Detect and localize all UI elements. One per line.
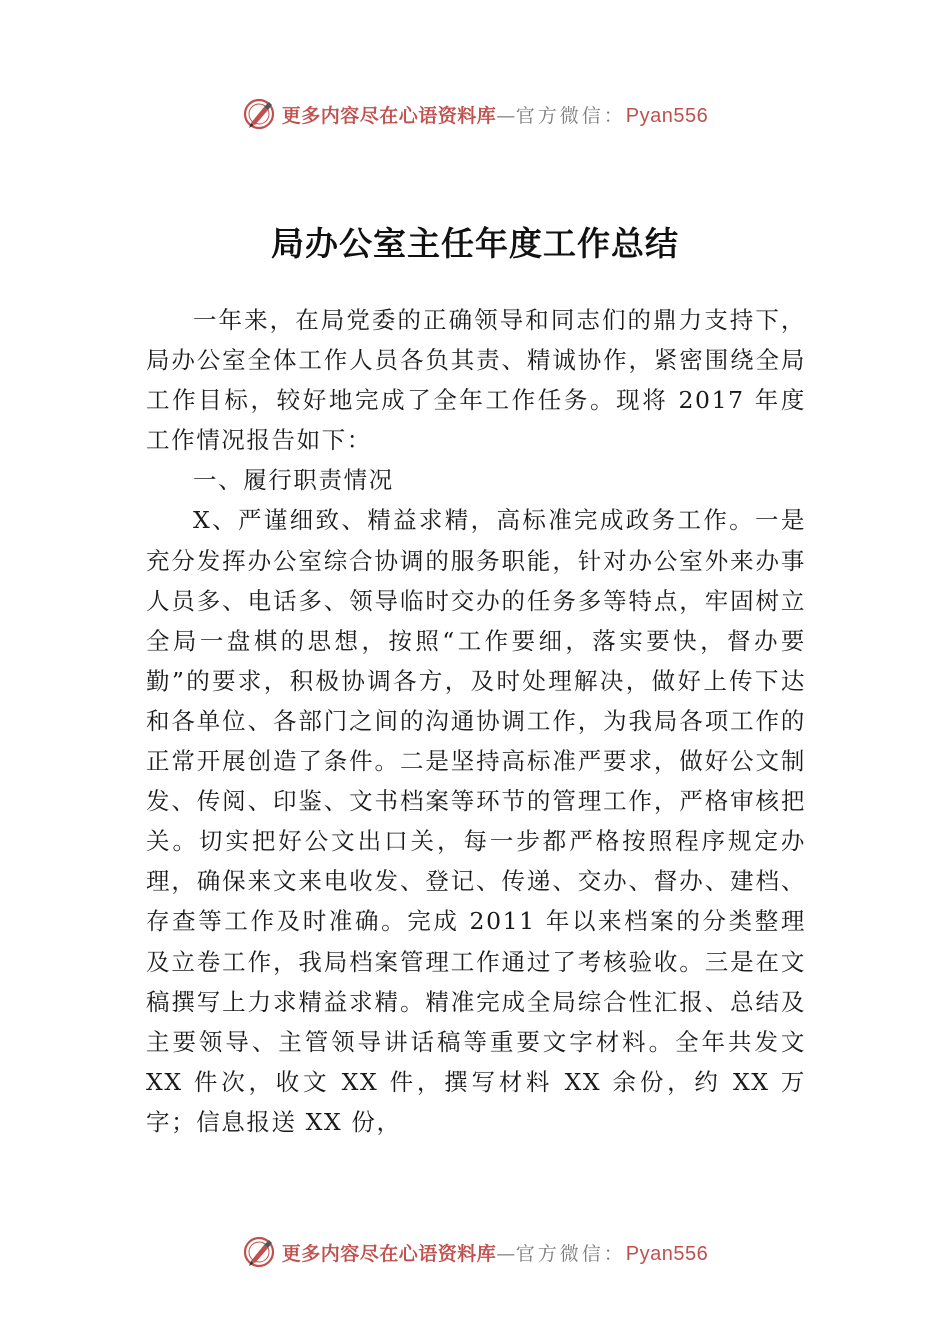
banner-wechat-id: Pyan556 — [625, 104, 709, 127]
document-body — [146, 300, 806, 1142]
banner-text — [282, 101, 709, 128]
header-watermark-banner — [0, 94, 950, 134]
banner-wechat-id: Pyan556 — [625, 1242, 709, 1265]
banner-main-text: 更多内容尽在心语资料库 — [281, 104, 497, 127]
pen-nib-logo-icon — [242, 97, 276, 131]
paragraph-intro: 一年来，在局党委的正确领导和同志们的鼎力支持下，局办公室全体工作人员各负其责、精诚协作，紧密围绕全局工作目标，较好地完成了全年工作任务。现将 2017 年度工作情况报告如下： — [146, 306, 806, 455]
section-heading: 一、履行职责情况 — [193, 466, 394, 495]
footer-watermark-banner — [0, 1232, 950, 1272]
banner-separator: — — [496, 104, 516, 127]
banner-text — [282, 1239, 709, 1266]
paragraph-duties: X、严谨细致、精益求精，高标准完成政务工作。一是充分发挥办公室综合协调的服务职能，针对办公室外来办事人员多、电话多、领导临时交办的任务多等特点，牢固树立全局一盘棋的思想，按照“工作要细，落实要快，督办要勤”的要求，积极协调各方，及时处理解决，做好上传下达和各单位、各部门之间的沟通协调工作，为我局各项工作的正常开展创造了条件。二是坚持高标准严要求，做好公文制发、传阅、印鉴、文书档案等环节的管理工作，严格审核把关。切实把好公文出口关，每一步都严格按照程序规定办理，确保来文来电收发、登记、传递、交办、督办、建档、存查等工作及时准确。完成 2011 年以来档案的分类整理及立卷工作，我局档案管理工作通过了考核验收。三是在文稿撰写上力求精益求精。精准完成全局综合性汇报、总结及主要领导、主管领导讲话稿等重要文字材料。全年共发文 XX 件次，收文 XX 件，撰写材料 XX 余份，约 XX 万字；信息报送 XX 份， — [146, 506, 806, 1136]
document-title: 局办公室主任年度工作总结 — [271, 224, 679, 263]
banner-wechat-label: 官方微信： — [515, 104, 626, 127]
banner-separator: — — [496, 1242, 516, 1265]
banner-wechat-label: 官方微信： — [515, 1242, 626, 1265]
pen-nib-logo-icon — [242, 1235, 276, 1269]
banner-main-text: 更多内容尽在心语资料库 — [281, 1242, 497, 1265]
